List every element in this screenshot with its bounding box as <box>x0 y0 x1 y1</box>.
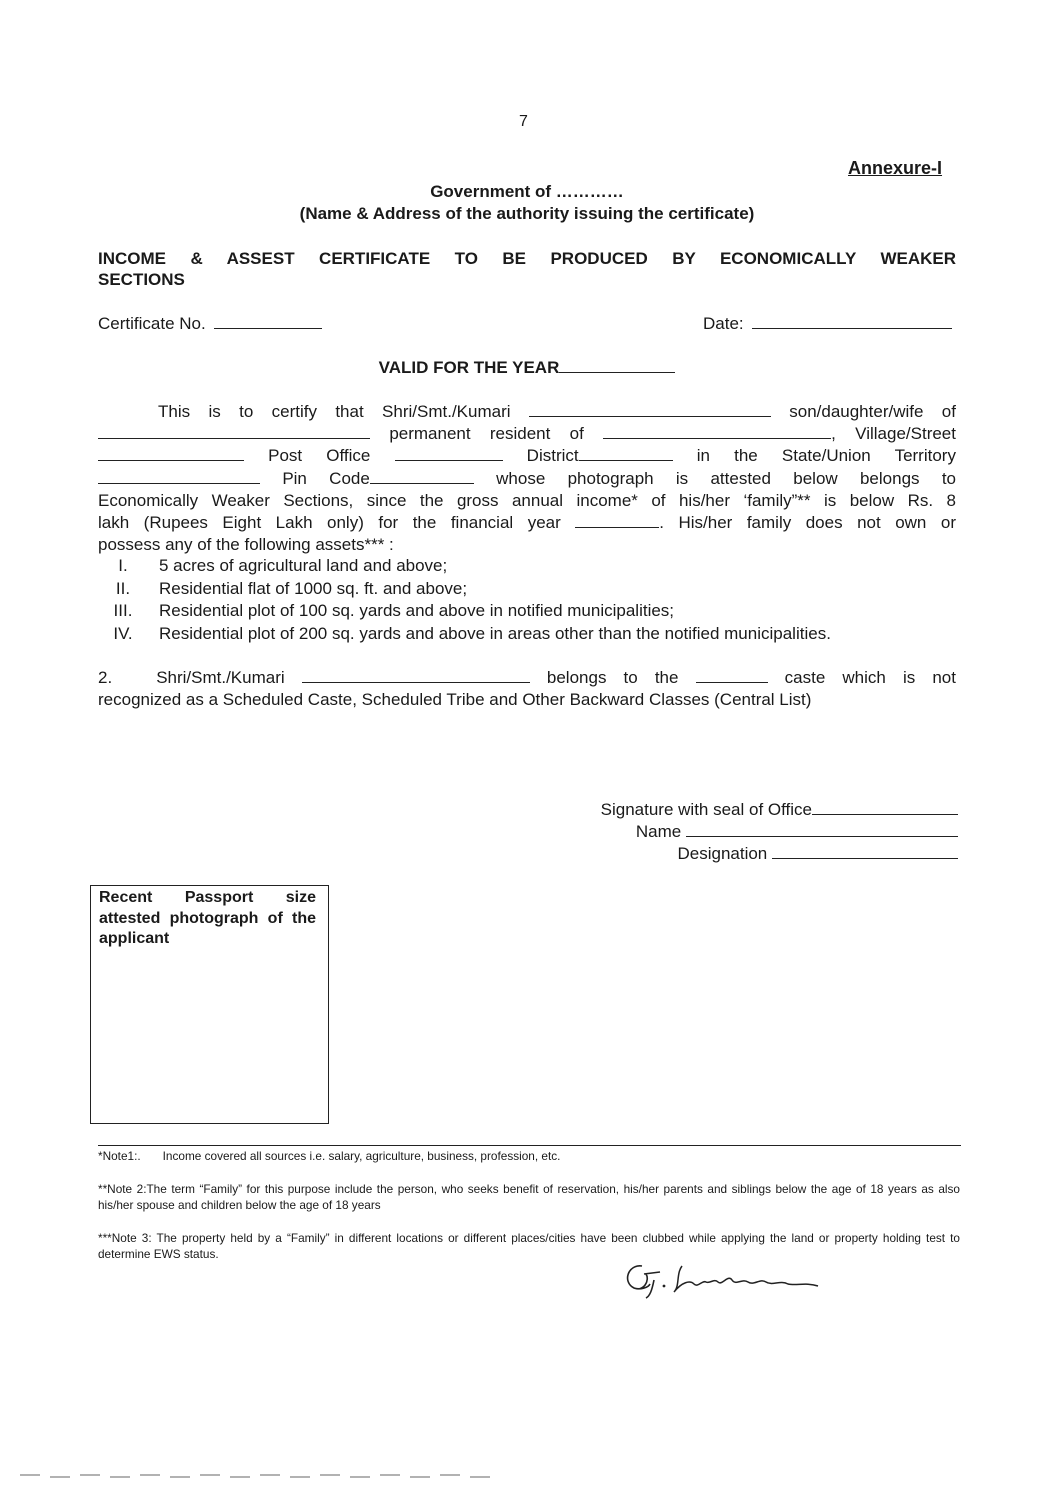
name-label: Name <box>635 822 682 841</box>
post-office-field[interactable] <box>395 446 503 461</box>
photo-box[interactable] <box>90 885 329 1124</box>
photograph-text: whose photograph is attested below belongs to <box>496 468 956 488</box>
signature-field[interactable] <box>812 800 958 815</box>
photo-box-label: Recent Passport size attested photograph of the applicant <box>99 889 316 947</box>
annexure-label: Annexure-I <box>848 158 943 178</box>
list-item <box>98 578 831 601</box>
certification-paragraph <box>98 401 956 556</box>
village-street-field[interactable] <box>98 446 244 461</box>
asset-list <box>98 555 831 645</box>
note-2 <box>98 1181 960 1213</box>
list-item <box>98 600 831 623</box>
list-item-text: 5 acres of agricultural land and above; <box>159 556 448 575</box>
ews-income-text: Economically Weaker Sections, since the gross annual income* of his/her ‘family”** is below Rs. 8 <box>98 490 956 510</box>
designation-field[interactable] <box>772 844 958 859</box>
caste-name-text: Shri/Smt./Kumari <box>156 668 285 687</box>
district-text: District <box>526 446 579 466</box>
certificate-number-field[interactable] <box>214 314 322 329</box>
note-2-text: **Note 2:The term “Family” for this purpose include the person, who seeks benefit of reservation, his/her parents and siblings below the age of 18 years as also his/her spouse and children below the age of 18 years <box>98 1182 960 1212</box>
note-1-text: Income covered all sources i.e. salary, agriculture, business, profession, etc. <box>162 1149 561 1163</box>
date-field[interactable] <box>752 314 952 329</box>
certificate-number-label: Certificate No. <box>98 314 206 333</box>
handwritten-signature <box>620 1252 840 1302</box>
belongs-text: belongs to the <box>546 668 679 687</box>
document-title-continued: SECTIONS <box>98 270 185 289</box>
caste-applicant-name-field[interactable] <box>302 668 530 683</box>
financial-year-text: lakh (Rupees Eight Lakh only) for the financial year <box>98 513 561 533</box>
footer-scan-marks <box>20 1465 520 1485</box>
financial-year-field[interactable] <box>575 513 659 528</box>
list-item <box>98 555 831 578</box>
applicant-name-field[interactable] <box>529 402 771 417</box>
list-item <box>98 623 831 646</box>
note-1 <box>98 1148 960 1164</box>
date-label: Date: <box>703 314 744 333</box>
district-field[interactable] <box>579 446 673 461</box>
valid-year-field[interactable] <box>559 358 675 373</box>
pin-code-text: Pin Code <box>282 468 370 488</box>
list-item-text: Residential flat of 1000 sq. ft. and above; <box>159 578 468 598</box>
caste-field[interactable] <box>696 668 768 683</box>
caste-paragraph <box>98 667 956 711</box>
issuing-government: Government of ………… <box>430 182 624 201</box>
caste-list-text: recognized as a Scheduled Caste, Scheduled Tribe and Other Backward Classes (Central List) <box>98 690 812 710</box>
village-street-text: , Village/Street <box>831 424 956 444</box>
residence-field[interactable] <box>603 424 831 439</box>
date-row <box>703 314 952 334</box>
state-field[interactable] <box>98 469 260 484</box>
list-item-number: II. <box>115 578 131 598</box>
certificate-number-row <box>98 314 322 334</box>
post-office-text: Post Office <box>268 446 371 466</box>
assets-own-text: . His/her family does not own or <box>659 513 956 533</box>
document-title: INCOME & ASSEST CERTIFICATE TO BE PRODUCED BY ECONOMICALLY WEAKER <box>98 249 956 268</box>
certify-text: This is to certify that Shri/Smt./Kumari <box>158 402 511 421</box>
paragraph-number: 2. <box>98 668 113 687</box>
page-number: 7 <box>519 113 528 130</box>
designation-label: Designation <box>677 844 768 863</box>
resident-text: permanent resident of <box>389 424 584 444</box>
parent-spouse-name-field[interactable] <box>98 424 370 439</box>
valid-for-year <box>98 358 956 378</box>
list-item-text: Residential plot of 200 sq. yards and above in areas other than the notified municipalities. <box>159 623 831 643</box>
note-1-label: *Note1:. <box>98 1149 141 1163</box>
signature-label: Signature with seal of Office <box>600 800 812 819</box>
signature-block <box>601 799 958 865</box>
list-item-number: III. <box>113 601 133 620</box>
state-text: in the State/Union Territory <box>696 446 956 466</box>
notes-divider <box>98 1145 961 1146</box>
relation-text: son/daughter/wife of <box>789 402 956 421</box>
pin-code-field[interactable] <box>370 469 474 484</box>
list-item-number: IV. <box>113 623 133 643</box>
issuing-authority: (Name & Address of the authority issuing the certificate) <box>299 204 755 223</box>
assets-intro-text: possess any of the following assets*** : <box>98 535 394 555</box>
caste-not-recognized-text: caste which is not <box>784 668 956 687</box>
list-item-number: I. <box>118 556 128 575</box>
name-field[interactable] <box>686 822 958 837</box>
list-item-text: Residential plot of 100 sq. yards and above in notified municipalities; <box>159 601 675 620</box>
note-3-text: ***Note 3: The property held by a “Family” in different locations or different places/cities have been clubbed while applying the land or property holding test to determine EWS status. <box>98 1231 960 1261</box>
valid-for-year-label: VALID FOR THE YEAR <box>378 358 560 377</box>
